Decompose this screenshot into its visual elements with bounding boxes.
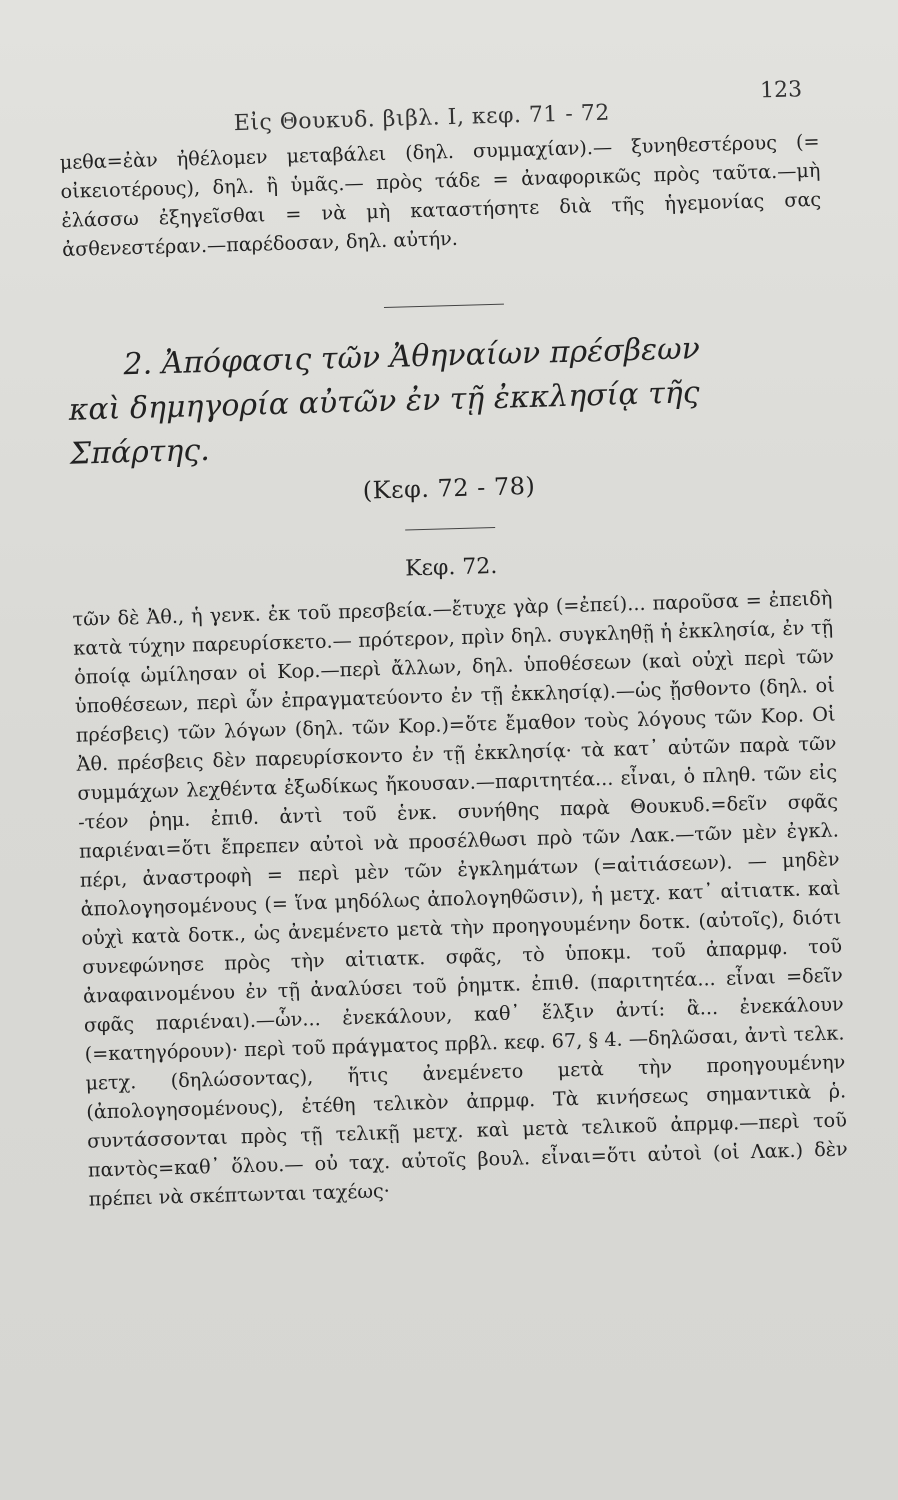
section-divider-bottom bbox=[405, 527, 495, 531]
section-divider-top bbox=[384, 304, 504, 308]
page-content bbox=[58, 77, 849, 1214]
running-title: Εἰς Θουκυδ. βιβλ. Ι, κεφ. 71 - 72 bbox=[233, 100, 611, 137]
chapter-heading: Κεφ. 72. bbox=[404, 553, 498, 582]
page-number: 123 bbox=[759, 77, 803, 104]
chapter-range: (Κεφ. 72 - 78) bbox=[362, 471, 536, 505]
section-title-line-1: 2. Ἀπόφασις τῶν Ἀθηναίων πρέσβεων bbox=[122, 331, 701, 383]
section-title-line-2: καὶ δημηγορία αὐτῶν ἐν τῇ ἐκκλησίᾳ τῆς Σπάρτης. bbox=[68, 375, 701, 472]
chapter-body: τῶν δὲ Ἀθ., ἡ γενκ. ἐκ τοῦ πρεσβεία.—ἔτυχε γὰρ (=ἐπεί)... παροῦσα = ἐπειδὴ κατὰ τύχην παρευρίσκετο.— πρότερον, πρὶν δηλ. συγκληθῇ ἡ ἐκκλησία, ἐν τῇ ὁποίᾳ ὡμίλησαν οἱ Κορ.—περὶ ἄλλων, δηλ. ὑποθέσεων (καὶ οὐχὶ περὶ τῶν ὑποθέσεων, περὶ ὧν ἐπραγματεύοντο ἐν τῇ ἐκκλησίᾳ).—ὡς ᾔσθοντο (δηλ. οἱ πρέσβεις) τῶν λόγων (δηλ. τῶν Κορ.)=ὅτε ἔμαθον τοὺς λόγους τῶν Κορ. Οἱ Ἀθ. πρέσβεις δὲν παρευρίσκοντο ἐν τῇ ἐκκλησίᾳ· τὰ κατ᾽ αὐτῶν παρὰ τῶν συμμάχων λεχθέντα ἐξωδίκως ἤκουσαν.—παριτητέα... εἶναι, ὁ πληθ. τῶν εἰς -τέον ῥημ. ἐπιθ. ἀντὶ τοῦ ἑνκ. συνήθης παρὰ Θουκυδ.=δεῖν σφᾶς παριέναι=ὅτι ἔπρεπεν αὐτοὶ νὰ προσέλθωσι πρὸ τῶν Λακ.—τῶν μὲν ἐγκλ. πέρι, ἀναστροφὴ = περὶ μὲν τῶν ἐγκλημάτων (=αἰτιάσεων). — μηδὲν ἀπολογησομένους (= ἵνα μηδόλως ἀπολογηθῶσιν), ἡ μετχ. κατ᾽ αἰτιατκ. καὶ οὐχὶ κατὰ δοτκ., ὡς ἀνεμένετο μετὰ τὴν προηγουμένην δοτκ. (αὐτοῖς), διότι συνεφώνησε πρὸς τὴν αἰτιατκ. σφᾶς, τὸ ὑποκμ. τοῦ ἀπαρμφ. τοῦ ἀναφαινομένου ἐν τῇ ἀναλύσει τοῦ ῥημτκ. ἐπιθ. (παριτητέα... εἶναι =δεῖν σφᾶς παριέναι).—ὧν... ἐνεκάλουν, καθ᾽ ἕλξιν ἀντί: ἃ... ἐνεκάλουν (=κατηγόρουν)· περὶ τοῦ πράγματος πρβλ. κεφ. 67, § 4. —δηλῶσαι, ἀντὶ τελκ. μετχ. (δηλώσοντας), ἥτις ἀνεμένετο μετὰ τὴν προηγουμένην (ἀπολογησομένους), ἐτέθη τελικὸν ἀπρμφ. Τὰ κινήσεως σημαντικὰ ῥ. συντάσσονται πρὸς τῇ τελικῇ μετχ. καὶ μετὰ τελικοῦ ἀπρμφ.—περὶ τοῦ παντὸς=καθ᾽ ὅλου.— οὐ ταχ. αὐτοῖς βουλ. εἶναι=ὅτι αὐτοὶ (οἱ Λακ.) δὲν πρέπει νὰ σκέπτωνται ταχέως· bbox=[72, 586, 848, 1211]
intro-paragraph: μεθα=ἐὰν ἠθέλομεν μεταβάλει (δηλ. συμμαχίαν).— ξυνηθεστέρους (= οἰκειοτέρους), δηλ. ἢ ὑμᾶς.— πρὸς τάδε = ἀναφορικῶς πρὸς ταῦτα.—μὴ ἐλάσσω ἐξηγεῖσθαι = νὰ μὴ καταστήσητε διὰ τῆς ἡγεμονίας σας ἀσθενεστέραν.—παρέδοσαν, δηλ. αὐτήν. bbox=[59, 129, 822, 261]
